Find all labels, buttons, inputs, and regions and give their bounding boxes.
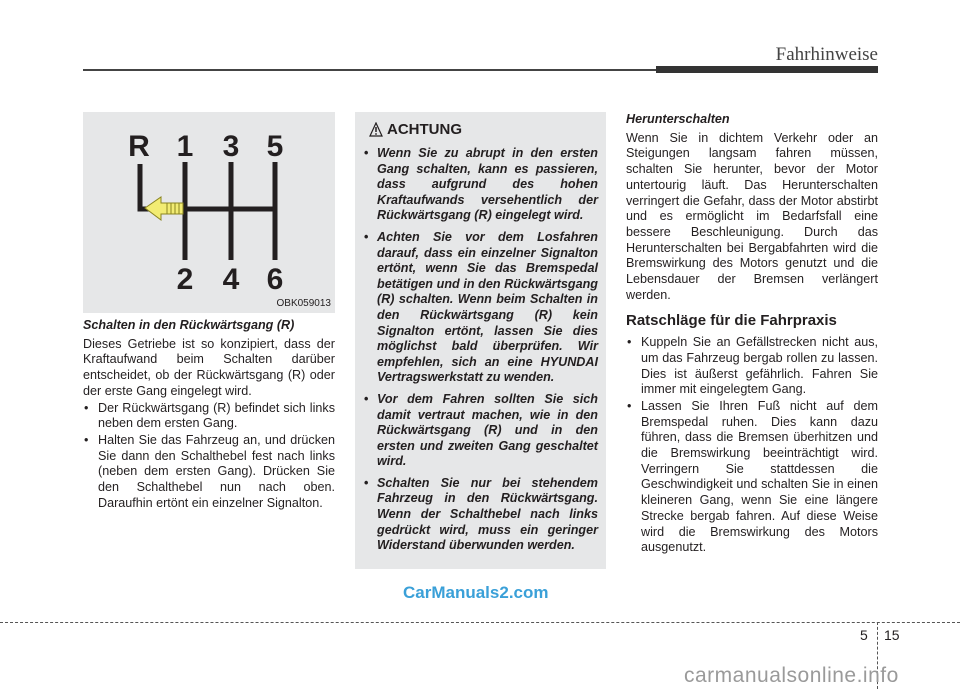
section-number: 5 — [860, 627, 868, 643]
list-item: • Halten Sie das Fahrzeug an, und drücken Sie dann den Schalthebel fest nach links (neben dem ersten Gang). Drücken Sie den Schalthebel nun nach oben. Daraufhin ertönt ein einzelner Signalton. — [83, 433, 335, 512]
list-item: • Kuppeln Sie an Gefällstrecken nicht aus, um das Fahrzeug bergab rollen zu lassen. Dies ist äußerst gefährlich. Fahren Sie immer mit eingelegtem Gang. — [626, 335, 878, 398]
header-rule — [83, 69, 656, 71]
gear-label-5: 5 — [266, 130, 284, 163]
driving-tips-heading: Ratschläge für die Fahrpraxis — [626, 312, 837, 330]
section-title: Fahrhinweise — [775, 44, 878, 65]
gear-label-r: R — [128, 130, 150, 163]
figure-code: OBK059013 — [276, 298, 331, 309]
list-item: • Der Rückwärtsgang (R) befindet sich links neben dem ersten Gang. — [83, 401, 335, 432]
gear-label-6: 6 — [266, 263, 284, 296]
watermark-link[interactable]: CarManuals2.com — [403, 583, 549, 602]
gear-label-2: 2 — [176, 263, 194, 296]
caution-list — [363, 146, 598, 560]
caution-title: ACHTUNG — [387, 121, 462, 138]
footer-watermark: carmanualsonline.info — [684, 664, 899, 687]
left-column — [83, 318, 335, 511]
gear-label-1: 1 — [176, 130, 194, 163]
subheading-reverse: Schalten in den Rückwärtsgang (R) — [83, 318, 295, 332]
caution-item: • Achten Sie vor dem Losfahren darauf, dass ein einzelner Signalton ertönt, wenn Sie das Bremspedal betätigen und in den Rückwärtsgang (R) schalten. Wenn beim Schalten in den Rückwärtsgang (R) kein Signalton ertönt, lassen Sie dies möglichst bald überprüfen. Wir empfehlen, sich an eine HYUNDAI Vertragswerkstatt zu wenden. — [363, 230, 598, 386]
gear-label-3: 3 — [222, 130, 240, 163]
right-column — [626, 112, 878, 556]
downshift-paragraph: Wenn Sie in dichtem Verkehr oder an Steigungen langsam fahren müssen, schalten Sie herunter, bevor der Motor untertourig läuft. Das Herunterschalten verringert die Gefahr, dass der Motor abstirbt und es ermöglicht im Bedarfsfall eine bessere Beschleunigung. Durch das Herunterschalten bei Bergabfahrten wird die Bremswirkung des Motors genutzt und die Lebensdauer der Bremsen verlängert werden. — [626, 130, 878, 302]
caution-item: • Wenn Sie zu abrupt in den ersten Gang schalten, kann es passieren, dass aufgrund des hohen Kraftaufwands versehentlich der Rückwärtsgang (R) eingelegt wird. — [363, 146, 598, 224]
subheading-downshift: Herunterschalten — [626, 112, 730, 126]
warning-triangle-icon — [369, 122, 383, 137]
list-item: • Lassen Sie Ihren Fuß nicht auf dem Bremspedal ruhen. Dies kann dazu führen, dass die Bremsen überhitzen und die Bremswirkung beeinträchtigt wird. Verringern Sie stattdessen die Geschwindigkeit und schalten Sie in einen kleineren Gang, wenn Sie eine längere Strecke bergab fahren. Auf diese Weise wird die Bremswirkung des Motors ausgenutzt. — [626, 399, 878, 556]
caution-box — [355, 112, 606, 569]
gear-label-4: 4 — [222, 263, 240, 296]
shift-pattern-illustration — [83, 112, 335, 313]
push-left-arrow-icon — [145, 197, 183, 220]
caution-heading — [369, 121, 462, 138]
reverse-bullets — [83, 401, 335, 512]
page-number: 15 — [884, 627, 900, 643]
gear-shift-diagram — [83, 112, 335, 313]
reverse-paragraph: Dieses Getriebe ist so konzipiert, dass der Kraftaufwand beim Schalten darüber entscheidet, ob der Rückwärtsgang (R) oder der erste Gang eingelegt wird. — [83, 336, 335, 398]
driving-tips-list — [626, 335, 878, 556]
caution-item: • Vor dem Fahren sollten Sie sich damit vertraut machen, wie in den Rückwärtsgang (R) und in den ersten und zweiten Gang geschaltet wird. — [363, 392, 598, 470]
header-rule-thick — [656, 66, 878, 73]
footer-divider — [0, 622, 960, 623]
caution-item: • Schalten Sie nur bei stehendem Fahrzeug in den Rückwärtsgang. Wenn der Schalthebel nach links gedrückt wird, muss ein geringer Widerstand überwunden werden. — [363, 476, 598, 554]
